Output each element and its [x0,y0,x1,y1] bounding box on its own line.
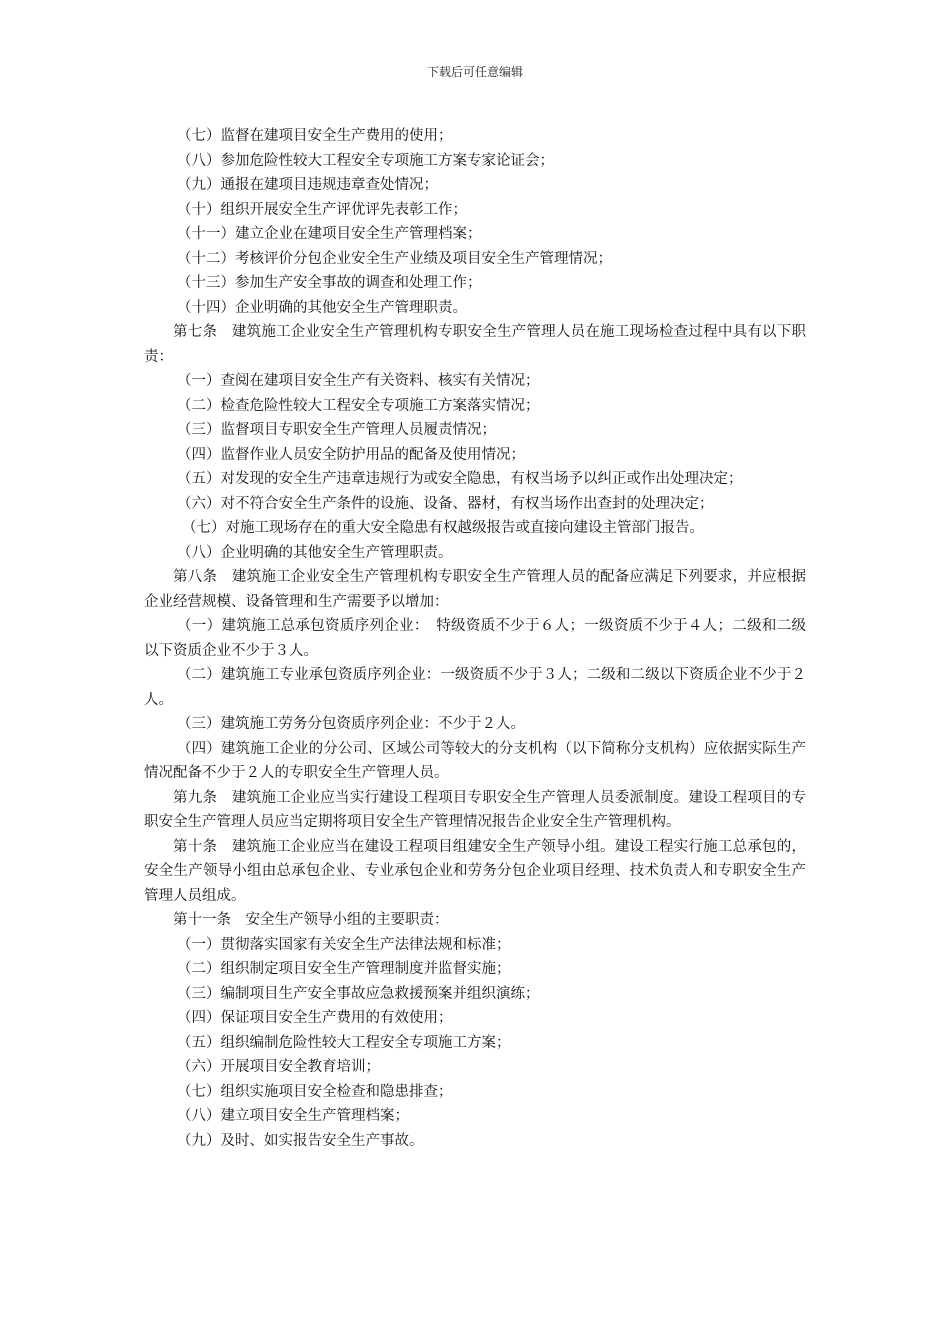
page-header: 下载后可任意编辑 [426,65,523,79]
list-item: （一）贯彻落实国家有关安全生产法律法规和标准； [177,936,511,953]
list-item: （四）保证项目安全生产费用的有效使用； [177,1010,453,1026]
list-item: （三）编制项目生产安全事故应急救援预案并组织演练； [177,985,540,1002]
list-item: （八）参加危险性较大工程安全专项施工方案专家论证会； [177,152,554,169]
list-item: （十二）考核评价分包企业安全生产业绩及项目安全生产管理情况； [177,250,612,267]
list-item: （七）组织实施项目安全检查和隐患排查； [177,1083,453,1100]
list-item: （一）查阅在建项目安全生产有关资料、核实有关情况； [177,373,540,389]
article-paragraph: 第七条 建筑施工企业安全生产管理机构专职安全生产管理人员在施工现场检查过程中具有以下职责： [144,324,806,365]
list-item: （九）及时、如实报告安全生产事故。 [177,1132,424,1149]
list-item: （一）建筑施工总承包资质序列企业： 特级资质不少于６人；一级资质不少于４人；二级和二级以下资质企业不少于３人。 [144,618,806,659]
list-item: （八）建立项目安全生产管理档案； [177,1108,409,1124]
list-item: （二）组织制定项目安全生产管理制度并监督实施； [177,961,511,977]
article-paragraph: 第十一条 安全生产领导小组的主要职责： [173,912,449,928]
list-item: （十三）参加生产安全事故的调查和处理工作； [177,275,482,291]
list-item: （五）组织编制危险性较大工程安全专项施工方案； [177,1034,511,1051]
list-item: （七）对施工现场存在的重大安全隐患有权越级报告或直接向建设主管部门报告。 [182,520,704,536]
list-item: （三）建筑施工劳务分包资质序列企业：不少于２人。 [177,716,525,732]
article-paragraph: 第十条 建筑施工企业应当在建设工程项目组建安全生产领导小组。建设工程实行施工总承包的，安全生产领导小组由总承包企业、专业承包企业和劳务分包企业项目经理、技术负责人和专职安全生产管理人员组成。 [144,838,806,904]
list-item: （四）监督作业人员安全防护用品的配备及使用情况； [177,446,525,463]
list-item: （二）检查危险性较大工程安全专项施工方案落实情况； [177,397,540,414]
list-item: （四）建筑施工企业的分公司、区域公司等较大的分支机构（以下简称分支机构）应依据实际生产情况配备不少于２人的专职安全生产管理人员。 [144,740,806,781]
list-item: （二）建筑施工专业承包资质序列企业：一级资质不少于３人；二级和二级以下资质企业不少于２人。 [144,667,806,708]
document-body [144,124,806,1153]
article-paragraph: 第九条 建筑施工企业应当实行建设工程项目专职安全生产管理人员委派制度。建设工程项目的专职安全生产管理人员应当定期将项目安全生产管理情况报告企业安全生产管理机构。 [144,789,806,830]
list-item: （九）通报在建项目违规违章查处情况； [177,177,438,193]
list-item: （八）企业明确的其他安全生产管理职责。 [177,544,453,561]
list-item: （十一）建立企业在建项目安全生产管理档案； [177,226,482,242]
list-item: （十）组织开展安全生产评优评先表彰工作； [177,201,467,218]
article-paragraph: 第八条 建筑施工企业安全生产管理机构专职安全生产管理人员的配备应满足下列要求，并应根据企业经营规模、设备管理和生产需要予以增加： [144,569,806,610]
list-item: （七）监督在建项目安全生产费用的使用； [177,128,453,144]
list-item: （十四）企业明确的其他安全生产管理职责。 [177,299,467,316]
list-item: （六）开展项目安全教育培训； [177,1059,380,1075]
list-item: （六）对不符合安全生产条件的设施、设备、器材，有权当场作出查封的处理决定； [177,495,714,512]
list-item: （五）对发现的安全生产违章违规行为或安全隐患，有权当场予以纠正或作出处理决定； [177,471,743,487]
list-item: （三）监督项目专职安全生产管理人员履责情况； [177,422,496,438]
